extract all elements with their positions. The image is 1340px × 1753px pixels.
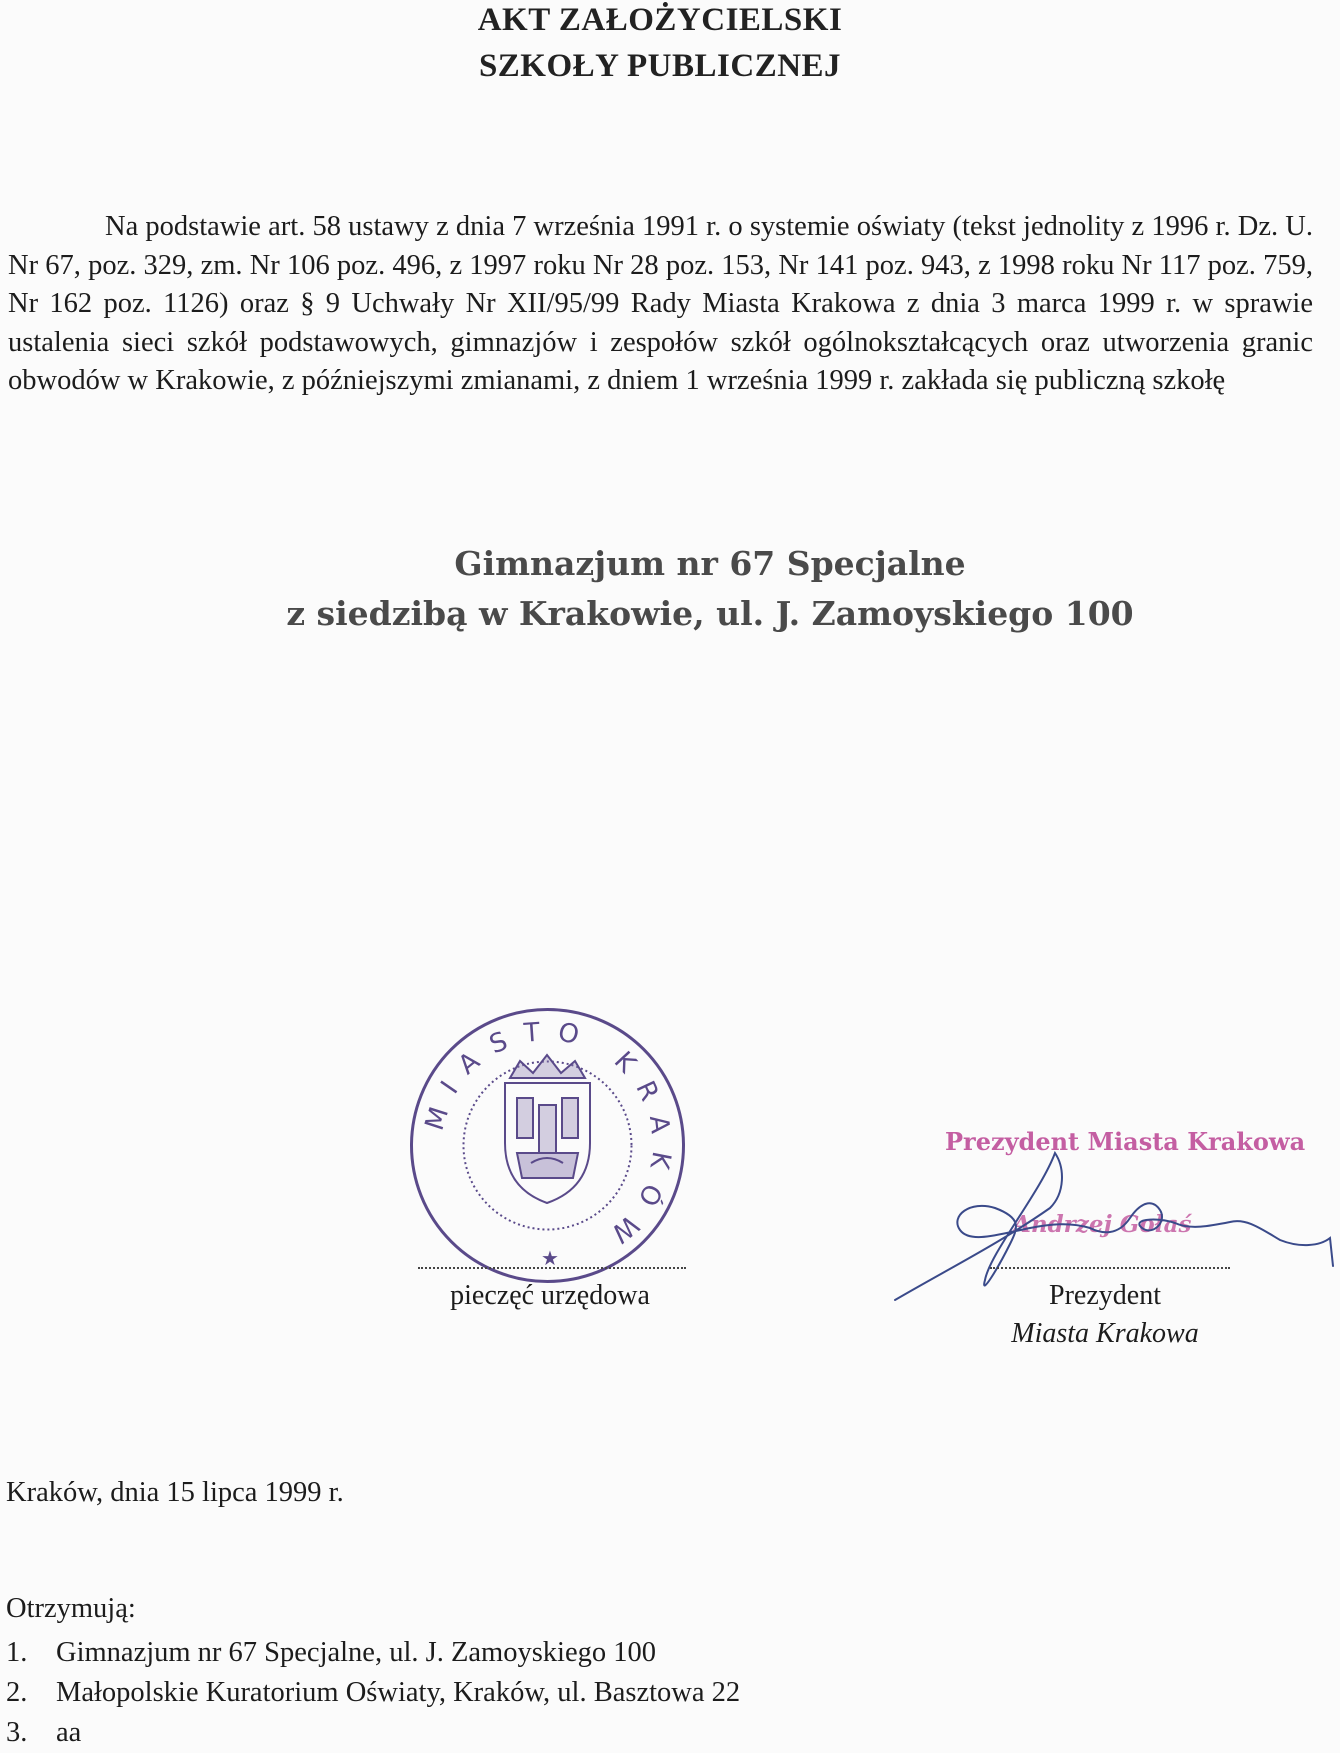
- list-item: [6, 1633, 740, 1673]
- list-item: [6, 1713, 740, 1753]
- seal-signature-line: [418, 1267, 686, 1269]
- legal-basis-paragraph: Na podstawie art. 58 ustawy z dnia 7 września 1991 r. o systemie oświaty (tekst jednolity z 1996 r. Dz. U. Nr 67, poz. 329, zm. Nr 106 poz. 496, z 1997 roku Nr 28 poz. 153, Nr 141 poz. 943, z 1998 roku Nr 117 poz. 759, Nr 162 poz. 1126) oraz § 9 Uchwały Nr XII/95/99 Rady Miasta Krakowa z dnia 3 marca 1999 r. w sprawie ustalenia sieci szkół podstawowych, gimnazjów i zespołów szkół ogólnokształcących oraz utworzenia granic obwodów w Krakowie, z późniejszymi zmianami, z dniem 1 września 1999 r. zakłada się publiczną szkołę: [8, 211, 1313, 396]
- list-item-number: 2.: [6, 1677, 28, 1708]
- document-title-line2: SZKOŁY PUBLICZNEJ: [478, 48, 842, 84]
- list-item: [6, 1673, 740, 1713]
- svg-text:MIASTO KRAKÓW: MIASTO KRAKÓW: [419, 1016, 677, 1259]
- school-address: z siedzibą w Krakowie, ul. J. Zamoyskiego 100: [286, 594, 1134, 633]
- document-date: Kraków, dnia 15 lipca 1999 r.: [6, 1477, 344, 1508]
- seal-caption: pieczęć urzędowa: [450, 1280, 650, 1311]
- school-name: Gimnazjum nr 67 Specjalne: [454, 544, 966, 583]
- president-stamp-name: Andrzej Gołaś: [1013, 1211, 1192, 1238]
- president-caption-city: Miasta Krakowa: [1011, 1318, 1199, 1349]
- svg-text:★: ★: [541, 1246, 559, 1270]
- president-signature-line: [990, 1267, 1230, 1269]
- recipients-heading: Otrzymują:: [6, 1593, 136, 1624]
- document-title-line1: AKT ZAŁOŻYCIELSKI: [477, 2, 843, 38]
- list-item-number: 1.: [6, 1637, 28, 1668]
- president-caption-title: Prezydent: [1049, 1280, 1161, 1311]
- list-item-text: aa: [56, 1717, 82, 1748]
- list-item-text: Małopolskie Kuratorium Oświaty, Kraków, ul. Basztowa 22: [56, 1677, 741, 1708]
- president-stamp-title: Prezydent Miasta Krakowa: [945, 1127, 1306, 1156]
- list-item-number: 3.: [6, 1717, 28, 1748]
- city-seal-icon: [405, 1003, 690, 1288]
- recipients-list: [6, 1633, 740, 1753]
- list-item-text: Gimnazjum nr 67 Specjalne, ul. J. Zamoyskiego 100: [56, 1637, 656, 1668]
